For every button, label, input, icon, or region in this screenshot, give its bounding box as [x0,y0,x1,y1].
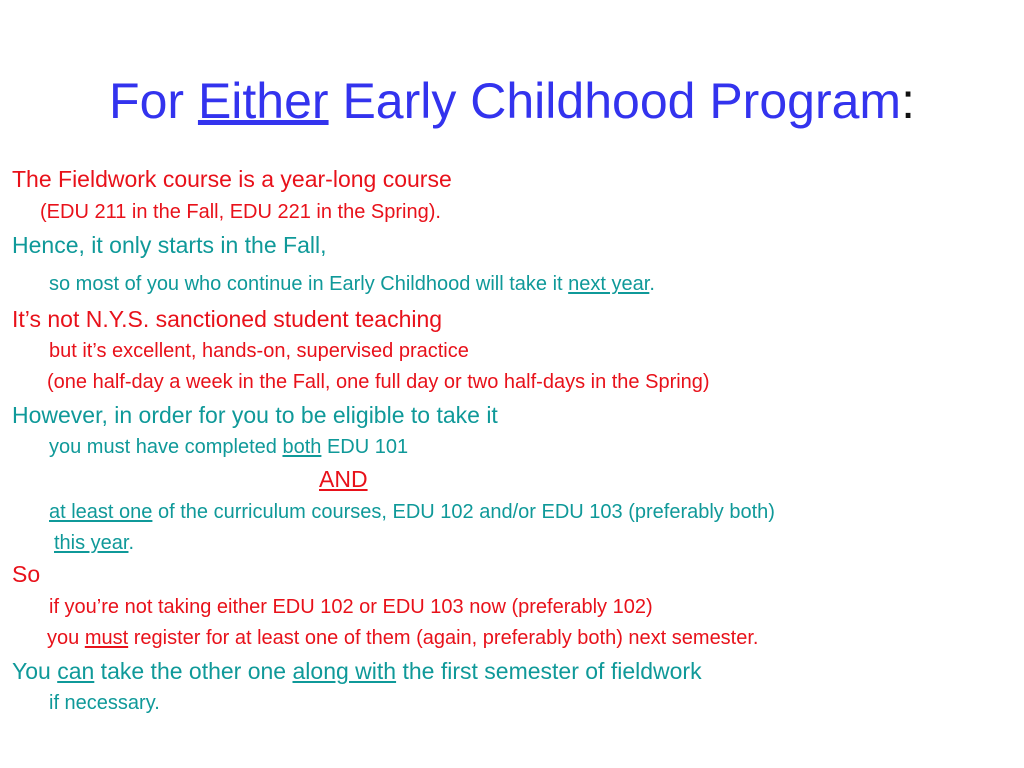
slide-title [0,68,1024,134]
line-starts-in-fall: Hence, it only starts in the Fall, [12,232,327,258]
line-not-taking: if you’re not taking either EDU 102 or EDU 103 now (preferably 102) [49,596,653,618]
line-eligibility: However, in order for you to be eligible to take it [12,402,498,428]
line-take-next-year-end: . [649,273,655,295]
line-can-take [12,658,702,685]
line-so: So [12,561,41,587]
at-least-one-emphasis: at least one [49,501,153,523]
line-can-text: You [12,658,58,684]
line-take-next-year-text: so most of you who continue in Early Childhood will take it [49,273,569,295]
line-fieldwork-year-long: The Fieldwork course is a year-long course [12,166,452,192]
title-prefix: For [109,73,198,129]
line-hands-on-practice: but it’s excellent, hands-on, supervised practice [49,340,469,362]
line-this-year [54,532,134,555]
must-emphasis: must [84,627,129,649]
and-emphasis: AND [319,466,368,492]
line-completed-text: you must have completed [49,436,283,458]
line-curriculum-courses [49,501,775,524]
line-completed-course: EDU 101 [321,436,409,458]
title-emphasis: Either [197,73,329,129]
line-take-next-year [49,273,655,296]
line-must-register [47,627,758,650]
title-colon: : [901,73,915,129]
line-completed-both [49,436,408,459]
line-schedule: (one half-day a week in the Fall, one full day or two half-days in the Spring) [47,371,710,393]
can-emphasis: can [57,658,95,684]
line-not-student-teaching: It’s not N.Y.S. sanctioned student teaching [12,306,443,332]
along-with-emphasis: along with [292,658,397,684]
title-rest: Early Childhood Program [328,73,902,129]
line-must-text: you [47,627,85,649]
line-must-rest: register for at least one of them (again, preferably both) next semester. [128,627,759,649]
both-emphasis: both [282,436,322,458]
line-can-end: the first semester of fieldwork [396,658,702,684]
and-label [319,466,368,493]
line-edu-courses: (EDU 211 in the Fall, EDU 221 in the Spring). [40,201,441,223]
line-if-necessary: if necessary. [49,692,160,714]
line-can-mid: take the other one [94,658,293,684]
line-curriculum-text: of the curriculum courses, EDU 102 and/or EDU 103 (preferably both) [152,501,775,523]
this-year-emphasis: this year [54,532,129,554]
line-this-year-end: . [128,532,135,554]
next-year-emphasis: next year [568,273,650,295]
